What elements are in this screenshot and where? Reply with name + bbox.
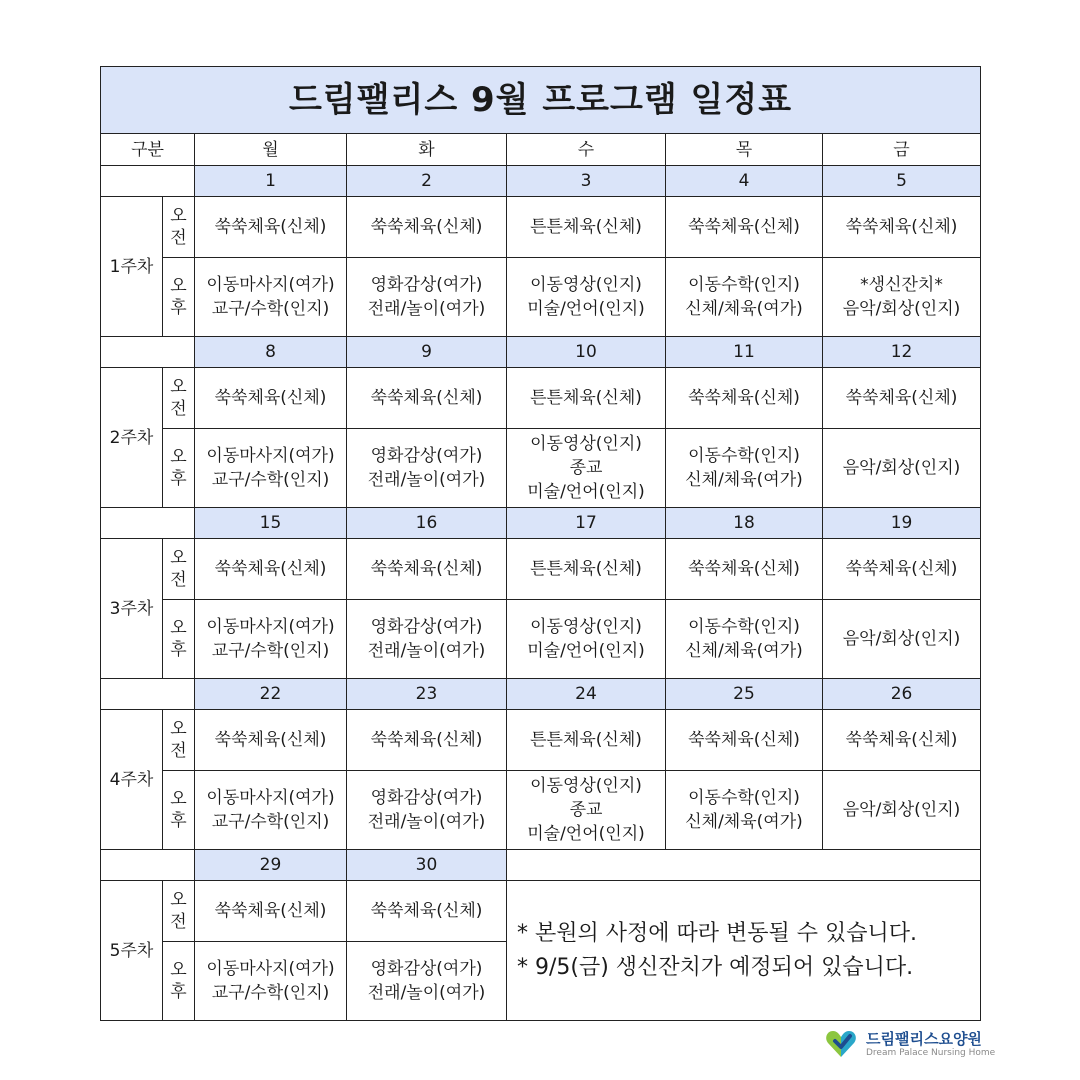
am-label-char: 전	[170, 570, 187, 590]
date-cell: 26	[823, 679, 981, 710]
day-header-wed: 수	[507, 134, 666, 166]
pm-program-line: 이동영상(인지)	[530, 275, 642, 295]
pm-program-line: 교구/수학(인지)	[211, 641, 330, 661]
pm-program-line: 음악/회상(인지)	[842, 800, 961, 820]
pm-label-char: 오	[170, 789, 187, 809]
pm-program-line: 음악/회상(인지)	[842, 299, 961, 319]
pm-program-line: 이동수학(인지)	[688, 617, 800, 637]
pm-program-line: 이동마사지(여가)	[206, 788, 335, 808]
logo-name: 드림팰리스요양원	[866, 1030, 982, 1048]
logo-subtitle: Dream Palace Nursing Home	[866, 1048, 996, 1058]
pm-label-char: 후	[170, 982, 187, 1002]
am-program-cell: 쑥쑥체육(신체)	[823, 710, 981, 771]
pm-program-cell	[666, 429, 823, 508]
date-row-spacer	[101, 850, 195, 881]
note-line: * 본원의 사정에 따라 변동될 수 있습니다.	[517, 920, 917, 946]
pm-program-line: 음악/회상(인지)	[842, 458, 961, 478]
am-label-char: 오	[170, 206, 187, 226]
pm-program-line: 미술/언어(인지)	[527, 299, 645, 319]
am-row	[101, 710, 981, 771]
date-row	[101, 337, 981, 368]
pm-program-line: 영화감상(여가)	[370, 959, 483, 979]
date-cell: 18	[666, 508, 823, 539]
pm-program-cell	[347, 942, 507, 1021]
am-label-char: 전	[170, 228, 187, 248]
pm-program-line: 이동영상(인지)	[530, 617, 642, 637]
date-cell: 30	[347, 850, 507, 881]
pm-program-cell	[195, 600, 347, 679]
date-cell: 5	[823, 166, 981, 197]
am-program-cell: 쑥쑥체육(신체)	[823, 197, 981, 258]
date-cell: 9	[347, 337, 507, 368]
am-label	[163, 710, 195, 771]
date-cell: 2	[347, 166, 507, 197]
schedule-table	[100, 66, 981, 1021]
pm-program-cell	[666, 258, 823, 337]
pm-row	[101, 258, 981, 337]
am-label	[163, 197, 195, 258]
pm-program-cell	[823, 258, 981, 337]
date-row-spacer	[101, 679, 195, 710]
am-row	[101, 197, 981, 258]
am-program-cell: 쑥쑥체육(신체)	[347, 197, 507, 258]
am-row	[101, 368, 981, 429]
am-program-cell: 튼튼체육(신체)	[507, 710, 666, 771]
heart-logo-icon	[824, 1026, 858, 1060]
pm-label-char: 오	[170, 960, 187, 980]
pm-program-cell	[347, 771, 507, 850]
category-header: 구분	[101, 134, 195, 166]
date-row-spacer	[101, 166, 195, 197]
am-label-char: 오	[170, 377, 187, 397]
am-program-cell: 쑥쑥체육(신체)	[195, 197, 347, 258]
am-program-cell: 쑥쑥체육(신체)	[666, 710, 823, 771]
pm-program-line: 영화감상(여가)	[370, 275, 483, 295]
pm-program-line: 전래/놀이(여가)	[367, 812, 486, 832]
week-label: 3주차	[101, 539, 163, 679]
am-label-char: 오	[170, 548, 187, 568]
pm-program-line: 신체/체육(여가)	[685, 812, 803, 832]
pm-label-char: 후	[170, 811, 187, 831]
pm-program-line: 영화감상(여가)	[370, 788, 483, 808]
pm-program-line: 음악/회상(인지)	[842, 629, 961, 649]
am-program-cell: 쑥쑥체육(신체)	[347, 881, 507, 942]
date-cell: 8	[195, 337, 347, 368]
date-cell: 4	[666, 166, 823, 197]
am-program-cell: 쑥쑥체육(신체)	[195, 881, 347, 942]
day-header-thu: 목	[666, 134, 823, 166]
pm-program-line: 이동수학(인지)	[688, 788, 800, 808]
date-row-spacer	[101, 508, 195, 539]
pm-program-line: 미술/언어(인지)	[527, 482, 645, 502]
pm-label-char: 후	[170, 298, 187, 318]
pm-program-cell	[823, 429, 981, 508]
week-label: 1주차	[101, 197, 163, 337]
date-cell: 3	[507, 166, 666, 197]
am-label-char: 전	[170, 912, 187, 932]
am-program-cell: 쑥쑥체육(신체)	[666, 539, 823, 600]
pm-program-line: 전래/놀이(여가)	[367, 641, 486, 661]
pm-label	[163, 771, 195, 850]
date-cell: 24	[507, 679, 666, 710]
pm-program-line: 이동마사지(여가)	[206, 275, 335, 295]
date-cell: 16	[347, 508, 507, 539]
pm-program-line: 미술/언어(인지)	[527, 824, 645, 844]
date-cell: 17	[507, 508, 666, 539]
pm-label	[163, 942, 195, 1021]
pm-program-cell	[507, 258, 666, 337]
date-cell: 22	[195, 679, 347, 710]
pm-label-char: 오	[170, 447, 187, 467]
am-row	[101, 881, 981, 942]
pm-label	[163, 258, 195, 337]
pm-row	[101, 600, 981, 679]
day-header-fri: 금	[823, 134, 981, 166]
pm-program-line: 이동마사지(여가)	[206, 617, 335, 637]
date-row	[101, 508, 981, 539]
pm-program-line: 종교	[569, 800, 603, 820]
pm-program-line: 영화감상(여가)	[370, 446, 483, 466]
pm-program-cell	[347, 600, 507, 679]
pm-program-cell	[823, 771, 981, 850]
pm-program-cell	[195, 258, 347, 337]
date-row-spacer	[101, 337, 195, 368]
pm-program-line: 이동수학(인지)	[688, 275, 800, 295]
date-cell: 10	[507, 337, 666, 368]
am-program-cell: 쑥쑥체육(신체)	[195, 539, 347, 600]
note-line: * 9/5(금) 생신잔치가 예정되어 있습니다.	[517, 954, 914, 980]
am-program-cell: 쑥쑥체육(신체)	[666, 197, 823, 258]
am-label	[163, 539, 195, 600]
pm-program-cell	[507, 771, 666, 850]
am-program-cell: 튼튼체육(신체)	[507, 197, 666, 258]
pm-program-line: 신체/체육(여가)	[685, 470, 803, 490]
pm-label-char: 오	[170, 618, 187, 638]
pm-program-cell	[195, 771, 347, 850]
date-cell: 11	[666, 337, 823, 368]
am-row	[101, 539, 981, 600]
page-title: 드림팰리스 9월 프로그램 일정표	[101, 67, 981, 134]
pm-program-cell	[195, 429, 347, 508]
date-row	[101, 679, 981, 710]
pm-program-line: 신체/체육(여가)	[685, 299, 803, 319]
am-label	[163, 881, 195, 942]
am-program-cell: 쑥쑥체육(신체)	[195, 710, 347, 771]
pm-program-line: 이동영상(인지)	[530, 776, 642, 796]
pm-program-line: 교구/수학(인지)	[211, 983, 330, 1003]
am-label-char: 전	[170, 741, 187, 761]
pm-program-line: 이동마사지(여가)	[206, 959, 335, 979]
pm-row	[101, 771, 981, 850]
pm-label-char: 오	[170, 276, 187, 296]
pm-label-char: 후	[170, 640, 187, 660]
pm-program-line: 이동영상(인지)	[530, 434, 642, 454]
pm-program-cell	[823, 600, 981, 679]
pm-program-line: 전래/놀이(여가)	[367, 470, 486, 490]
am-label-char: 오	[170, 890, 187, 910]
pm-program-cell	[195, 942, 347, 1021]
date-cell: 23	[347, 679, 507, 710]
header-row	[101, 134, 981, 166]
logo	[824, 1024, 996, 1064]
am-program-cell: 쑥쑥체육(신체)	[195, 368, 347, 429]
date-cell: 15	[195, 508, 347, 539]
am-program-cell: 튼튼체육(신체)	[507, 368, 666, 429]
date-row-empty	[507, 850, 981, 881]
pm-program-cell	[347, 429, 507, 508]
pm-program-cell	[347, 258, 507, 337]
pm-program-line: 교구/수학(인지)	[211, 470, 330, 490]
week-label: 5주차	[101, 881, 163, 1021]
pm-program-line: *생신잔치*	[860, 275, 943, 295]
week-label: 4주차	[101, 710, 163, 850]
date-row	[101, 850, 981, 881]
am-label-char: 오	[170, 719, 187, 739]
date-cell: 25	[666, 679, 823, 710]
am-program-cell: 튼튼체육(신체)	[507, 539, 666, 600]
day-header-tue: 화	[347, 134, 507, 166]
pm-program-line: 미술/언어(인지)	[527, 641, 645, 661]
am-program-cell: 쑥쑥체육(신체)	[347, 368, 507, 429]
pm-program-cell	[666, 771, 823, 850]
am-program-cell: 쑥쑥체육(신체)	[823, 539, 981, 600]
pm-program-cell	[507, 600, 666, 679]
pm-program-line: 교구/수학(인지)	[211, 812, 330, 832]
pm-program-cell	[507, 429, 666, 508]
pm-program-line: 이동마사지(여가)	[206, 446, 335, 466]
date-cell: 1	[195, 166, 347, 197]
pm-label	[163, 429, 195, 508]
pm-program-line: 전래/놀이(여가)	[367, 983, 486, 1003]
am-program-cell: 쑥쑥체육(신체)	[347, 539, 507, 600]
date-cell: 19	[823, 508, 981, 539]
date-row	[101, 166, 981, 197]
am-program-cell: 쑥쑥체육(신체)	[823, 368, 981, 429]
notes-cell	[507, 881, 981, 1021]
am-label	[163, 368, 195, 429]
pm-label	[163, 600, 195, 679]
pm-program-cell	[666, 600, 823, 679]
week-label: 2주차	[101, 368, 163, 508]
pm-program-line: 이동수학(인지)	[688, 446, 800, 466]
am-label-char: 전	[170, 399, 187, 419]
am-program-cell: 쑥쑥체육(신체)	[347, 710, 507, 771]
pm-program-line: 신체/체육(여가)	[685, 641, 803, 661]
pm-row	[101, 429, 981, 508]
pm-program-line: 교구/수학(인지)	[211, 299, 330, 319]
pm-program-line: 종교	[569, 458, 603, 478]
pm-program-line: 전래/놀이(여가)	[367, 299, 486, 319]
date-cell: 29	[195, 850, 347, 881]
pm-program-line: 영화감상(여가)	[370, 617, 483, 637]
day-header-mon: 월	[195, 134, 347, 166]
date-cell: 12	[823, 337, 981, 368]
am-program-cell: 쑥쑥체육(신체)	[666, 368, 823, 429]
pm-label-char: 후	[170, 469, 187, 489]
